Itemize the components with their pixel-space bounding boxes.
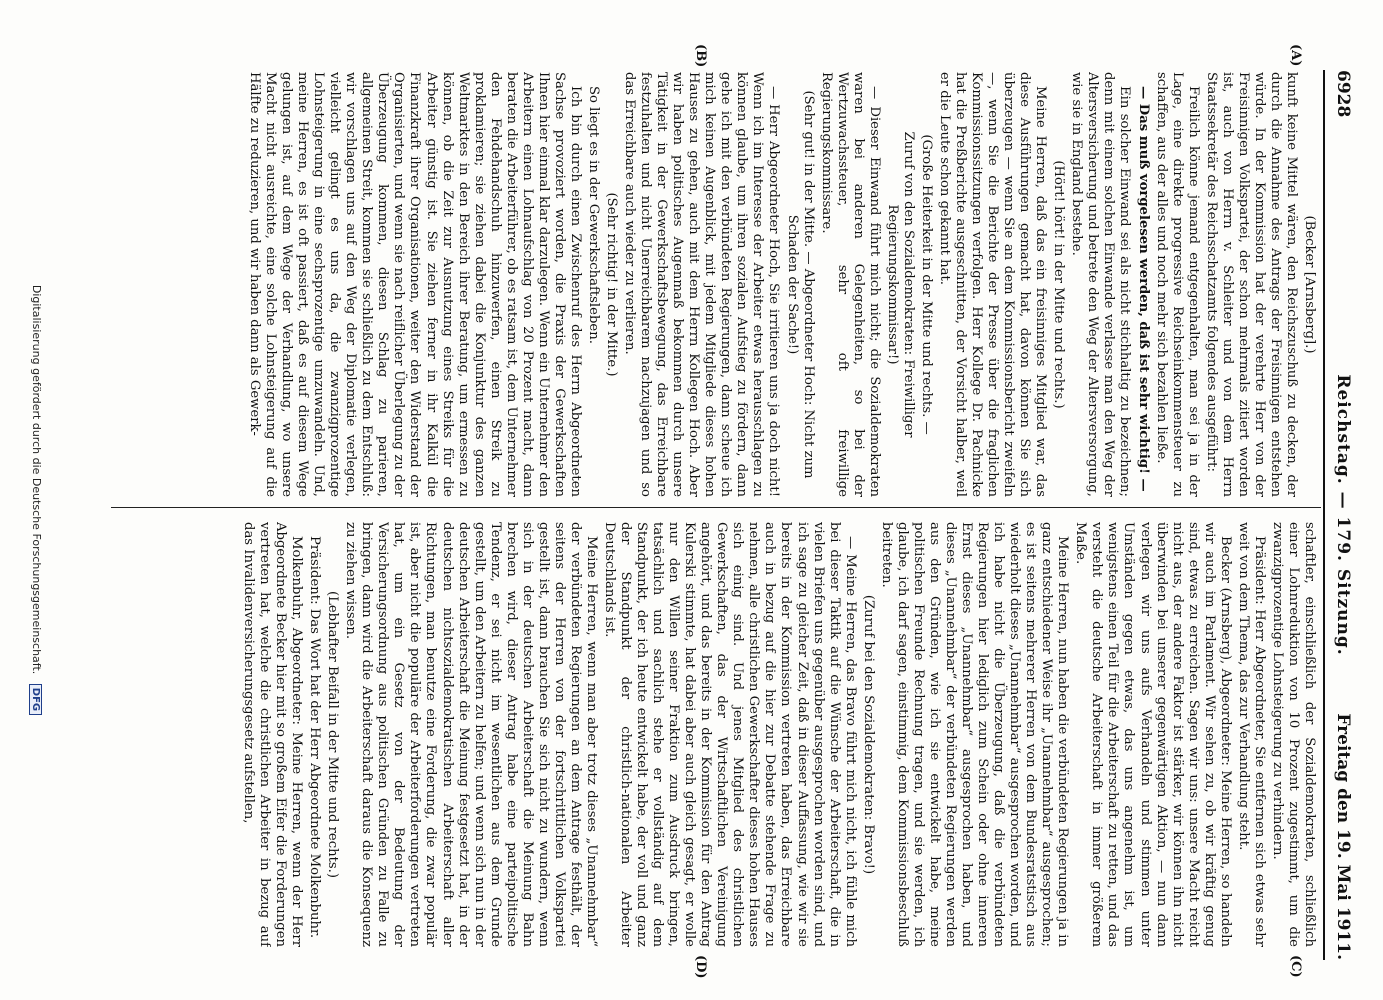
paragraph: schaftler, einschließlich der Sozialdemokraten, schließlich einer Lohnreduktion von 10 Prozent zugestimmt, um die zwanzigprozentige Lohnsteigerung zu verhindern. xyxy=(1269,522,1317,947)
header-rule xyxy=(1323,70,1325,960)
paragraph: — Herr Abgeordneter Hoch, Sie irritieren uns ja doch nicht! Wenn ich im Interesse der Arbeiter etwas herausschlagen zu können glaube, um ihren sozialen Aufstieg zu fördern, dann gehe ich mit den verbündeten Regierungen, dann scheue ich mich keinen Augenblick, mit jedem Mitgliede dieses hohen Hauses zu gehen, auch mit dem Herrn Kollegen Hoch. Aber wir haben politisches Augenmaß bekommen durch unsere Tätigkeit in der Gewerkschaftsbewegung, das Erreichbare festzuhalten und nicht Unerreichbarem nachzujagen und so das Erreichbare auch wieder zu verlieren. xyxy=(622,72,782,497)
president-remark: Präsident: Herr Abgeordneter, Sie entfernen sich etwas sehr weit von dem Thema, das zur Verhandlung steht. xyxy=(1235,522,1267,947)
quotation: Freilich könne jemand entgegenhalten, man sei ja in der Lage, eine direkte progressive Reichseinkommensteuer zu schaffen, aus der alles und noch mehr sich bezahlen ließe. xyxy=(1153,72,1201,497)
paragraph: — Dieser Einwand führt mich nicht; die Sozialdemokraten waren bei anderen Gelegenheiten, so bei der Wertzuwachssteuer, sehr oft freiwillige Regierungskommissare. xyxy=(818,72,882,497)
stage-direction: (Zuruf bei den Sozialdemokraten: Bravo!) xyxy=(860,594,876,875)
page-number: 6928 xyxy=(1333,70,1353,118)
paragraph: kunft keine Mittel wären, den Reichszuschuß zu decken, der durch die Annahme des Antrags der Freisinnigen entstehen würde. In der Kommission hat der verehrte Herr von der Freisinnigen Volkspartei, der schon mehrmals zitiert worden ist, auch von Herrn v. Schleiter und von dem Herrn Staatssekretär des Reichsschatzamts folgendes ausgeführt: xyxy=(1203,72,1299,497)
margin-mark-c: (C) xyxy=(1288,955,1303,978)
interjection: — Das muß vorgelesen werden, daß ist sehr wichtig! — xyxy=(1135,86,1151,492)
margin-mark-b: (B) xyxy=(693,44,708,68)
paragraph: Meine Herren, nun haben die verbündeten Regierungen ja in ganz entschiedener Weise ihr „Unannehmbar“ ausgesprochen; es ist seitens mehrerer Herren von dem Bundesratstisch aus wiederholt dieses „Unannehmbar“ ausgesprochen worden, und ich habe nicht die Überzeugung, daß die verbündeten Regierungen hier lediglich zum Schein oder ohne inneren Ernst dieses „Unannehmbar“ ausgesprochen haben, und dieses „Unannehmbar“ der verbündeten Regierungen werden aus den Gründen, wie ich sie entwickelt habe, meine politischen Freunde Rechnung tragen, und sie werden, ich glaube, ich darf sagen, einstimmig, dem Kommissionsbeschluß beitreten. xyxy=(878,522,1071,947)
right-column xyxy=(117,522,1317,947)
session-date: Freitag den 19. Mai 1911. xyxy=(1333,713,1353,960)
speaker-paragraph: Molkenbuhr, Abgeordneter: Meine Herren, wenn der Herr Abgeordnete Becker hier mit so großem Eifer die Forderungen vertreten hat, welche die christlichen Arbeiter in bezug auf das Invalidenversicherungsgesetz aufstellen, xyxy=(240,522,305,947)
paragraph: Meine Herren, wenn man aber trotz dieses „Unannehmbar“ der verbündeten Regierungen an dem Antrage festhält, der seitens der Herren von der fortschrittlichen Volkspartei gestellt ist, dann brauchen Sie sich nicht zu wundern, wenn sich in der deutschen Arbeiterschaft die Meinung Bahn brechen wird, dieser Antrag habe eine parteipolitische Tendenz, er sei nicht im wesentlichen aus dem Grunde gestellt, um den Arbeitern zu helfen; und wenn sich nun in der deutschen Arbeiterschaft die Meinung festgesetzt hat, in der deutschen nichtsozialdemokratischen Arbeiterschaft aller Richtungen, man benutze eine Forderung, die zwar populär ist, aber nicht die populäre der Arbeiterforderungen vertreten hat, um ein Gesetz von der Bedeutung der Versicherungsordnung aus politischen Gründen zu Falle zu bringen, dann wird die Arbeiterschaft daraus die Konsequenz zu ziehen wissen. xyxy=(343,522,599,947)
column-divider xyxy=(111,507,1321,508)
stage-direction: (Hört! hört! in der Mitte und rechts.) xyxy=(1051,160,1067,409)
speaker-paragraph: Becker (Arnsberg), Abgeordneter: Meine Herren, so handeln wir auch im Parlament. Wir sehen zu, ob wir kräftig genug sind, etwas zu erreichen. Sagen wir uns: unsere Macht reicht nicht aus, der andere Faktor ist stärker, wir können ihn nicht überwinden bei unserer gegenwärtigen Aktion, — nun dann verlegen wir uns aufs Verhandeln und stimmen unter Umständen gegen etwas, das uns angenehm ist, um wenigstens einen Teil für die Arbeiterschaft zu retten, und das versteht die deutsche Arbeiterschaft in immer größerem Maße. xyxy=(1073,522,1233,947)
margin-mark-a: (A) xyxy=(1288,44,1303,67)
session-title: Reichstag. — 179. Sitzung. xyxy=(1333,374,1353,656)
paragraph: So liegt es in der Gewerkschaftsleben. xyxy=(585,86,601,344)
digitization-footer xyxy=(29,0,43,1000)
stage-direction: (Lebhafter Beifall in der Mitte und rechts.) xyxy=(325,590,341,879)
paragraph: — Meine Herren, das Bravo führt mich nicht, ich fühle mich bei dieser Taktik auf die Wünsche der Arbeiterschaft, die in vielen Briefen uns gegenüber ausgesprochen worden sind, und ich sage zu gleicher Zeit, daß in dieser Auffassung, wie wir sie bereits in der Kommission vertreten haben, das Erreichbare auch in bezug auf die hier zur Debatte stehende Frage zu nehmen, alle christlichen Gewerkschafter dieses hohen Hauses sich einig sind. Und jenes Mitglied des christlichen Gewerkschaften, das der Wirtschaftlichen Vereinigung angehört, und das bereits in der Kommission für den Antrag Kulerski stimmte, hat dabei aber auch gleich gesagt, er wolle nur den Willen seiner Fraktion zum Ausdruck bringen, tatsächlich und sachlich stehe er vollständig auf dem Standpunkt, der ich heute entwickelt habe, der voll und ganz der Standpunkt der christlich-nationalen Arbeiter Deutschlands ist. xyxy=(601,522,858,947)
stage-direction: (Große Heiterkeit in der Mitte und rechts. — xyxy=(918,134,934,435)
president-remark: Präsident: Das Wort hat der Herr Abgeordnete Molkenbuhr. xyxy=(307,536,323,939)
running-header xyxy=(1327,70,1353,960)
stage-direction: (Sehr richtig! in der Mitte.) xyxy=(604,192,620,377)
stage-direction: Zuruf von den Sozialdemokraten: Freiwilliger Regierungskommissar!) xyxy=(884,131,916,438)
quotation: Ein solcher Einwand sei als nicht stichhaltig zu bezeichnen; denn mit einem solchen Einwande verlasse man den Weg der Altersversicherung und betrete den Weg der Altersversorgung, wie sie in England bestehe. xyxy=(1069,72,1133,497)
paragraph: Meine Herren, daß das ein freisinniges Mitglied war, das diese Ausführungen gemacht hat, davon können Sie sich überzeugen — wenn Sie an dem Kommissionsbericht zweifeln —, wenn Sie die Berichte der Presse über die fraglichen Kommissionssitzungen verfolgen. Herr Kollege Dr. Pachnicke hat die Preßberichte ausgeschnitten, der Vorsicht halber, weil er die Leute schon gekannt hat. xyxy=(936,72,1049,497)
left-column xyxy=(117,72,1317,497)
paragraph: Ich bin durch einen Zwischenruf des Herrn Abgeordneten Sachse provoziert worden, die Praxis der Gewerkschaften Ihnen hier einmal klar darzulegen. Wenn ein Unternehmer den Arbeitern einen Lohnaufschlag von 20 Prozent macht, dann beraten die Arbeiterführer, ob es ratsam ist, dem Unternehmer den Fehdehandschuh hinzuwerfen, einen Streik zu proklamieren; sie ziehen dabei die Konjunktur des ganzen Weltmarktes in den Bereich ihrer Beratung, um ermessen zu können, ob die Zeit zur Ausnutzung eines Streiks für die Arbeiter günstig ist. Sie ziehen ferner in ihr Kalkül die Finanzkraft ihrer Organisationen, weiter den Widerstand der Organisierten, und wenn sie nach reiflicher Überlegung zu der Überzeugung kommen, diesen Schlag zu parieren, allgemeinen Streit, kommen sie schließlich zu dem Entschluß: wir vorschlagen uns auf den Weg der Diplomatie verlegen, vielleicht gelingt es uns da, die zwanzigprozentige Lohnsteigerung in eine sechsprozentige umzuwandeln. Und, meine Herren, es ist oft passiert, daß es auf diesem Wege gelungen ist, auf dem Wege der Verhandlung, wo unsere Macht nicht ausreichte, eine solche Lohnsteigerung auf die Hälfte zu reduzieren, und wir haben dann als Gewerk- xyxy=(247,72,583,497)
stage-direction: (Sehr gut! in der Mitte. — Abgeordneter Hoch: Nicht zum Schaden der Sache!) xyxy=(784,90,816,479)
dfg-logo-icon: DFG xyxy=(29,684,42,715)
speaker-tag: (Becker [Arnsberg].) xyxy=(1302,215,1317,354)
margin-mark-d: (D) xyxy=(693,955,708,979)
footer-text: Digitalisierung gefördert durch die Deutsche Forschungsgemeinschaft. xyxy=(30,284,43,675)
